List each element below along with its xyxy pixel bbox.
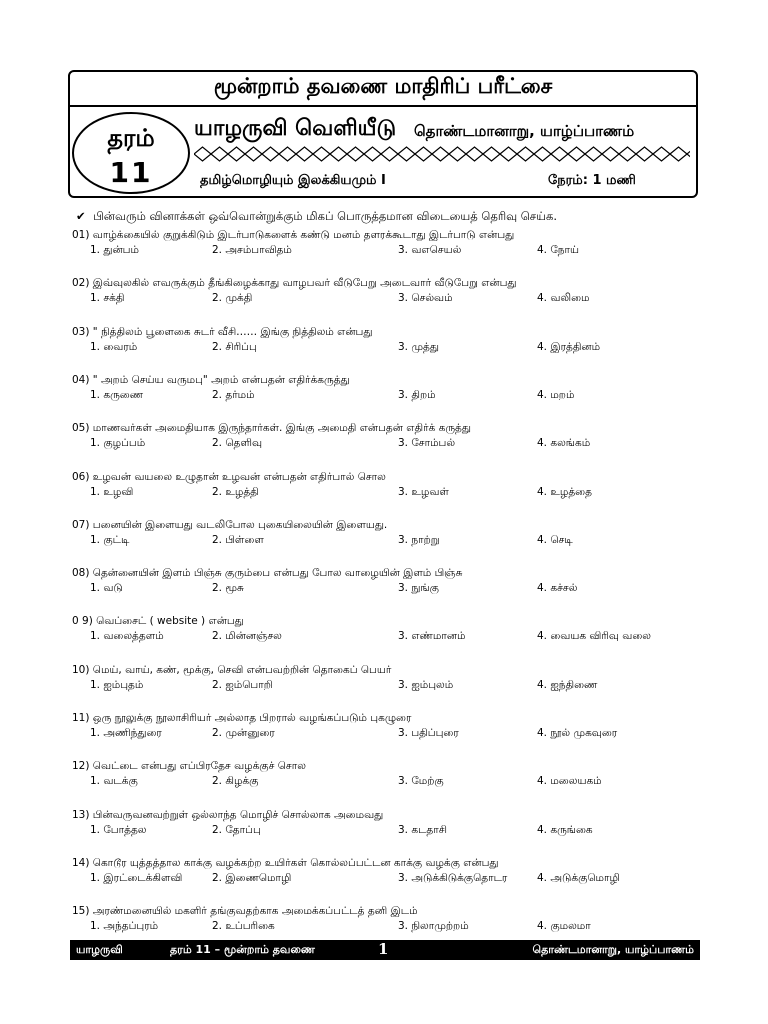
diamond-shape (568, 147, 585, 161)
answer-option[interactable]: 4. நூல் முகவுரை (537, 727, 618, 739)
diamond-shape (245, 147, 262, 161)
diamond-shape (432, 147, 449, 161)
footer-place: தொண்டமானாறு, யாழ்ப்பாணம் (532, 943, 694, 956)
answer-options (72, 436, 712, 452)
question-item (72, 421, 712, 452)
diamond-shape (483, 147, 500, 161)
diamond-shape (500, 147, 517, 161)
answer-option[interactable]: 4. மறம் (537, 389, 575, 401)
exam-header (68, 70, 698, 198)
diamond-shape (636, 147, 653, 161)
diamond-shape (449, 147, 466, 161)
answer-option[interactable]: 3. கடதாசி (398, 824, 447, 836)
answer-option[interactable]: 4. குமலமா (537, 920, 591, 932)
instruction-text: பின்வரும் வினாக்கள் ஒவ்வொன்றுக்கும் மிகப் பொருத்தமான விடையைத் தெரிவு செய்க. (93, 209, 557, 223)
answer-option[interactable]: 3. திறம் (398, 389, 436, 401)
answer-option[interactable]: 3. உழவள் (398, 486, 449, 498)
answer-option[interactable]: 2. மின்னஞ்சல (212, 630, 282, 642)
answer-option[interactable]: 2. தர்மம் (212, 389, 255, 401)
diamond-shape (279, 147, 296, 161)
question-text: 12) வெட்டை என்பது எப்பிரதேச வழக்குச் சொல (72, 760, 306, 772)
answer-option[interactable]: 4. உழத்தை (537, 486, 592, 498)
question-text: 01) வாழ்க்கையில் குறுக்கிடும் இடர்பாடுகளைக் கண்டு மனம் தளரக்கூடாது இடர்பாடு என்பது (72, 229, 515, 241)
answer-option[interactable]: 1. அந்தப்புரம் (90, 920, 159, 932)
answer-option[interactable]: 4. மலையகம் (537, 775, 602, 787)
question-text: 08) தென்னையின் இளம் பிஞ்சு குரும்பை என்பது போல வாழையின் இளம் பிஞ்சு (72, 567, 463, 579)
question-text: 06) உழவன் வயலை உழுதான் உழவன் என்பதன் எதிர்பால் சொல (72, 471, 386, 483)
diamond-shape (194, 147, 211, 161)
question-item (72, 614, 712, 645)
answer-option[interactable]: 3. நாற்று (398, 534, 440, 546)
answer-option[interactable]: 4. வையக விரிவு வலை (537, 630, 651, 642)
answer-option[interactable]: 2. தோப்பு (212, 824, 261, 836)
answer-option[interactable]: 1. வலைத்தளம் (90, 630, 164, 642)
answer-option[interactable]: 3. சோம்பல் (398, 437, 456, 449)
answer-options (72, 388, 712, 404)
answer-option[interactable]: 3. பதிப்புரை (398, 727, 459, 739)
answer-option[interactable]: 1. போத்தல (90, 824, 147, 836)
answer-option[interactable]: 2. ஐம்பொறி (212, 679, 273, 691)
answer-option[interactable]: 2. பிள்ளை (212, 534, 264, 546)
question-text: 15) அரண்மனையில் மகளிர் தங்குவதற்காக அமைக்கப்பட்டத் தனி இடம் (72, 905, 418, 917)
answer-option[interactable]: 2. இணைமொழி (212, 872, 292, 884)
answer-option[interactable]: 2. உப்பரிகை (212, 920, 275, 932)
publisher-place: தொண்டமானாறு, யாழ்ப்பாணம் (414, 122, 635, 140)
answer-options (72, 726, 712, 742)
answer-option[interactable]: 1. குட்டி (90, 534, 130, 546)
answer-option[interactable]: 4. அடுக்குமொழி (537, 872, 620, 884)
answer-option[interactable]: 2. அசம்பாவிதம் (212, 244, 292, 256)
answer-option[interactable]: 1. துன்பம் (90, 244, 139, 256)
question-item (72, 663, 712, 694)
page-number: 1 (378, 940, 389, 958)
answer-option[interactable]: 4. வலிமை (537, 292, 590, 304)
answer-option[interactable]: 1. இரட்டைக்கிளவி (90, 872, 183, 884)
answer-options (72, 919, 712, 935)
answer-options (72, 243, 712, 259)
diamond-shape (602, 147, 619, 161)
question-item (72, 276, 712, 307)
question-item (72, 566, 712, 597)
answer-option[interactable]: 4. கருங்கை (537, 824, 593, 836)
question-item (72, 856, 712, 887)
answer-option[interactable]: 1. வடு (90, 582, 123, 594)
footer-publisher: யாழருவி (76, 943, 123, 956)
question-text: 02) இவ்வுலகில் எவருக்கும் தீங்கிழைக்காது வாழபவர் வீடுபேறு அடைவார் வீடுபேறு என்பது (72, 277, 517, 289)
answer-options (72, 340, 712, 356)
question-text: 10) மெய், வாய், கண், மூக்கு, செவி என்பவற்றின் தொகைப் பெயர் (72, 664, 392, 676)
question-text: 14) கொடூர யுத்தத்தால காக்கு வழக்கற்ற உயிர்கள் கொல்லப்பட்டன காக்கு வழக்கு என்பது (72, 857, 499, 869)
answer-option[interactable]: 2. தெளிவு (212, 437, 263, 449)
diamond-shape (381, 147, 398, 161)
header-divider (70, 105, 696, 107)
page-footer (70, 940, 700, 960)
answer-option[interactable]: 4. கச்சல் (537, 582, 578, 594)
answer-options (72, 774, 712, 790)
question-item (72, 808, 712, 839)
question-text: 13) பின்வருவனவற்றுள் ஒல்லாந்த மொழிச் சொல்லாக அமைவது (72, 809, 384, 821)
grade-number: 11 (109, 156, 153, 189)
answer-option[interactable]: 1. வைரம் (90, 341, 138, 353)
answer-options (72, 533, 712, 549)
answer-option[interactable]: 2. முன்னுரை (212, 727, 275, 739)
answer-option[interactable]: 4. செடி (537, 534, 573, 546)
answer-options (72, 581, 712, 597)
diamond-border-decoration (194, 145, 690, 163)
answer-option[interactable]: 3. முத்து (398, 341, 439, 353)
diamond-shape (687, 147, 690, 161)
answer-option[interactable]: 3. வஎசெயல் (398, 244, 462, 256)
diamond-shape (228, 147, 245, 161)
answer-option[interactable]: 3. எண்மானம் (398, 630, 466, 642)
answer-option[interactable]: 1. சக்தி (90, 292, 125, 304)
diamond-shape (585, 147, 602, 161)
answer-option[interactable]: 2. உழத்தி (212, 486, 259, 498)
diamond-shape (619, 147, 636, 161)
answer-option[interactable]: 3. நுங்கு (398, 582, 439, 594)
question-item (72, 904, 712, 935)
diamond-shape (398, 147, 415, 161)
grade-label: தரம் (107, 124, 155, 152)
question-item (72, 373, 712, 404)
answer-options (72, 871, 712, 887)
diamond-shape (517, 147, 534, 161)
diamond-shape (551, 147, 568, 161)
answer-option[interactable]: 4. கலங்கம் (537, 437, 591, 449)
answer-option[interactable]: 1. கருணை (90, 389, 144, 401)
answer-options (72, 485, 712, 501)
question-text: 0 9) வெப்சைட் ( website ) என்பது (72, 615, 244, 627)
subject-title: தமிழ்மொழியும் இலக்கியமும் I (200, 173, 386, 188)
answer-option[interactable]: 1. ஐம்புதம் (90, 679, 144, 691)
answer-option[interactable]: 4. ஐந்திணை (537, 679, 598, 691)
question-text: 07) பனையின் இளையது வடலிபோல புகையிலையின் இளையது. (72, 519, 388, 531)
answer-option[interactable]: 3. மேற்கு (398, 775, 444, 787)
question-text: 03) " நித்திலம் பூளைகை சுடர் வீசி…… இங்கு நித்திலம் என்பது (72, 326, 373, 338)
answer-option[interactable]: 2. மூசு (212, 582, 244, 594)
diamond-shape (330, 147, 347, 161)
question-item (72, 228, 712, 259)
question-text: 04) " அறம் செய்ய வருமபு" அறம் என்பதன் எதிர்க்கருத்து (72, 374, 350, 386)
diamond-shape (534, 147, 551, 161)
answer-option[interactable]: 4. நோய் (537, 244, 580, 256)
answer-option[interactable]: 1. குழப்பம் (90, 437, 146, 449)
footer-grade-term: தரம் 11 – மூன்றாம் தவணை (170, 943, 315, 956)
answer-option[interactable]: 3. செல்வம் (398, 292, 453, 304)
question-text: 05) மாணவர்கள் அமைதியாக இருந்தார்கள். இங்கு அமைதி என்பதன் எதிர்க் கருத்து (72, 422, 471, 434)
answer-option[interactable]: 3. நிலாமுற்றம் (398, 920, 469, 932)
exam-duration: நேரம்: 1 மணி (548, 173, 636, 188)
diamond-shape (415, 147, 432, 161)
answer-option[interactable]: 3. ஐம்புலம் (398, 679, 454, 691)
answer-option[interactable]: 1. அணிந்துரை (90, 727, 162, 739)
answer-option[interactable]: 1. உழவி (90, 486, 134, 498)
diamond-shape (347, 147, 364, 161)
answer-options (72, 629, 712, 645)
question-item (72, 470, 712, 501)
answer-option[interactable]: 4. இரத்தினம் (537, 341, 601, 353)
grade-badge (72, 112, 190, 194)
question-item (72, 518, 712, 549)
answer-options (72, 823, 712, 839)
question-item (72, 759, 712, 790)
diamond-shape (670, 147, 687, 161)
answer-options (72, 291, 712, 307)
diamond-shape (211, 147, 228, 161)
answer-option[interactable]: 3. அடுக்கிடுக்குதொடர (398, 872, 508, 884)
answer-option[interactable]: 2. கிழக்கு (212, 775, 259, 787)
diamond-shape (262, 147, 279, 161)
question-item (72, 325, 712, 356)
diamond-shape (296, 147, 313, 161)
answer-option[interactable]: 2. சிரிப்பு (212, 341, 257, 353)
answer-options (72, 678, 712, 694)
exam-title: மூன்றாம் தவணை மாதிரிப் பரீட்சை (213, 74, 553, 98)
publisher-name: யாழருவி வெளியீடு (194, 116, 397, 141)
diamond-shape (466, 147, 483, 161)
diamond-shape (653, 147, 670, 161)
question-item (72, 711, 712, 742)
diamond-shape (313, 147, 330, 161)
check-icon: ✔ (76, 209, 86, 223)
question-text: 11) ஒரு நூலுக்கு நூலாசிரியர் அல்லாத பிறரால் வழங்கப்படும் புகழுரை (72, 712, 412, 724)
diamond-shape (364, 147, 381, 161)
answer-option[interactable]: 2. முக்தி (212, 292, 253, 304)
answer-option[interactable]: 1. வடக்கு (90, 775, 138, 787)
instruction (76, 209, 557, 225)
